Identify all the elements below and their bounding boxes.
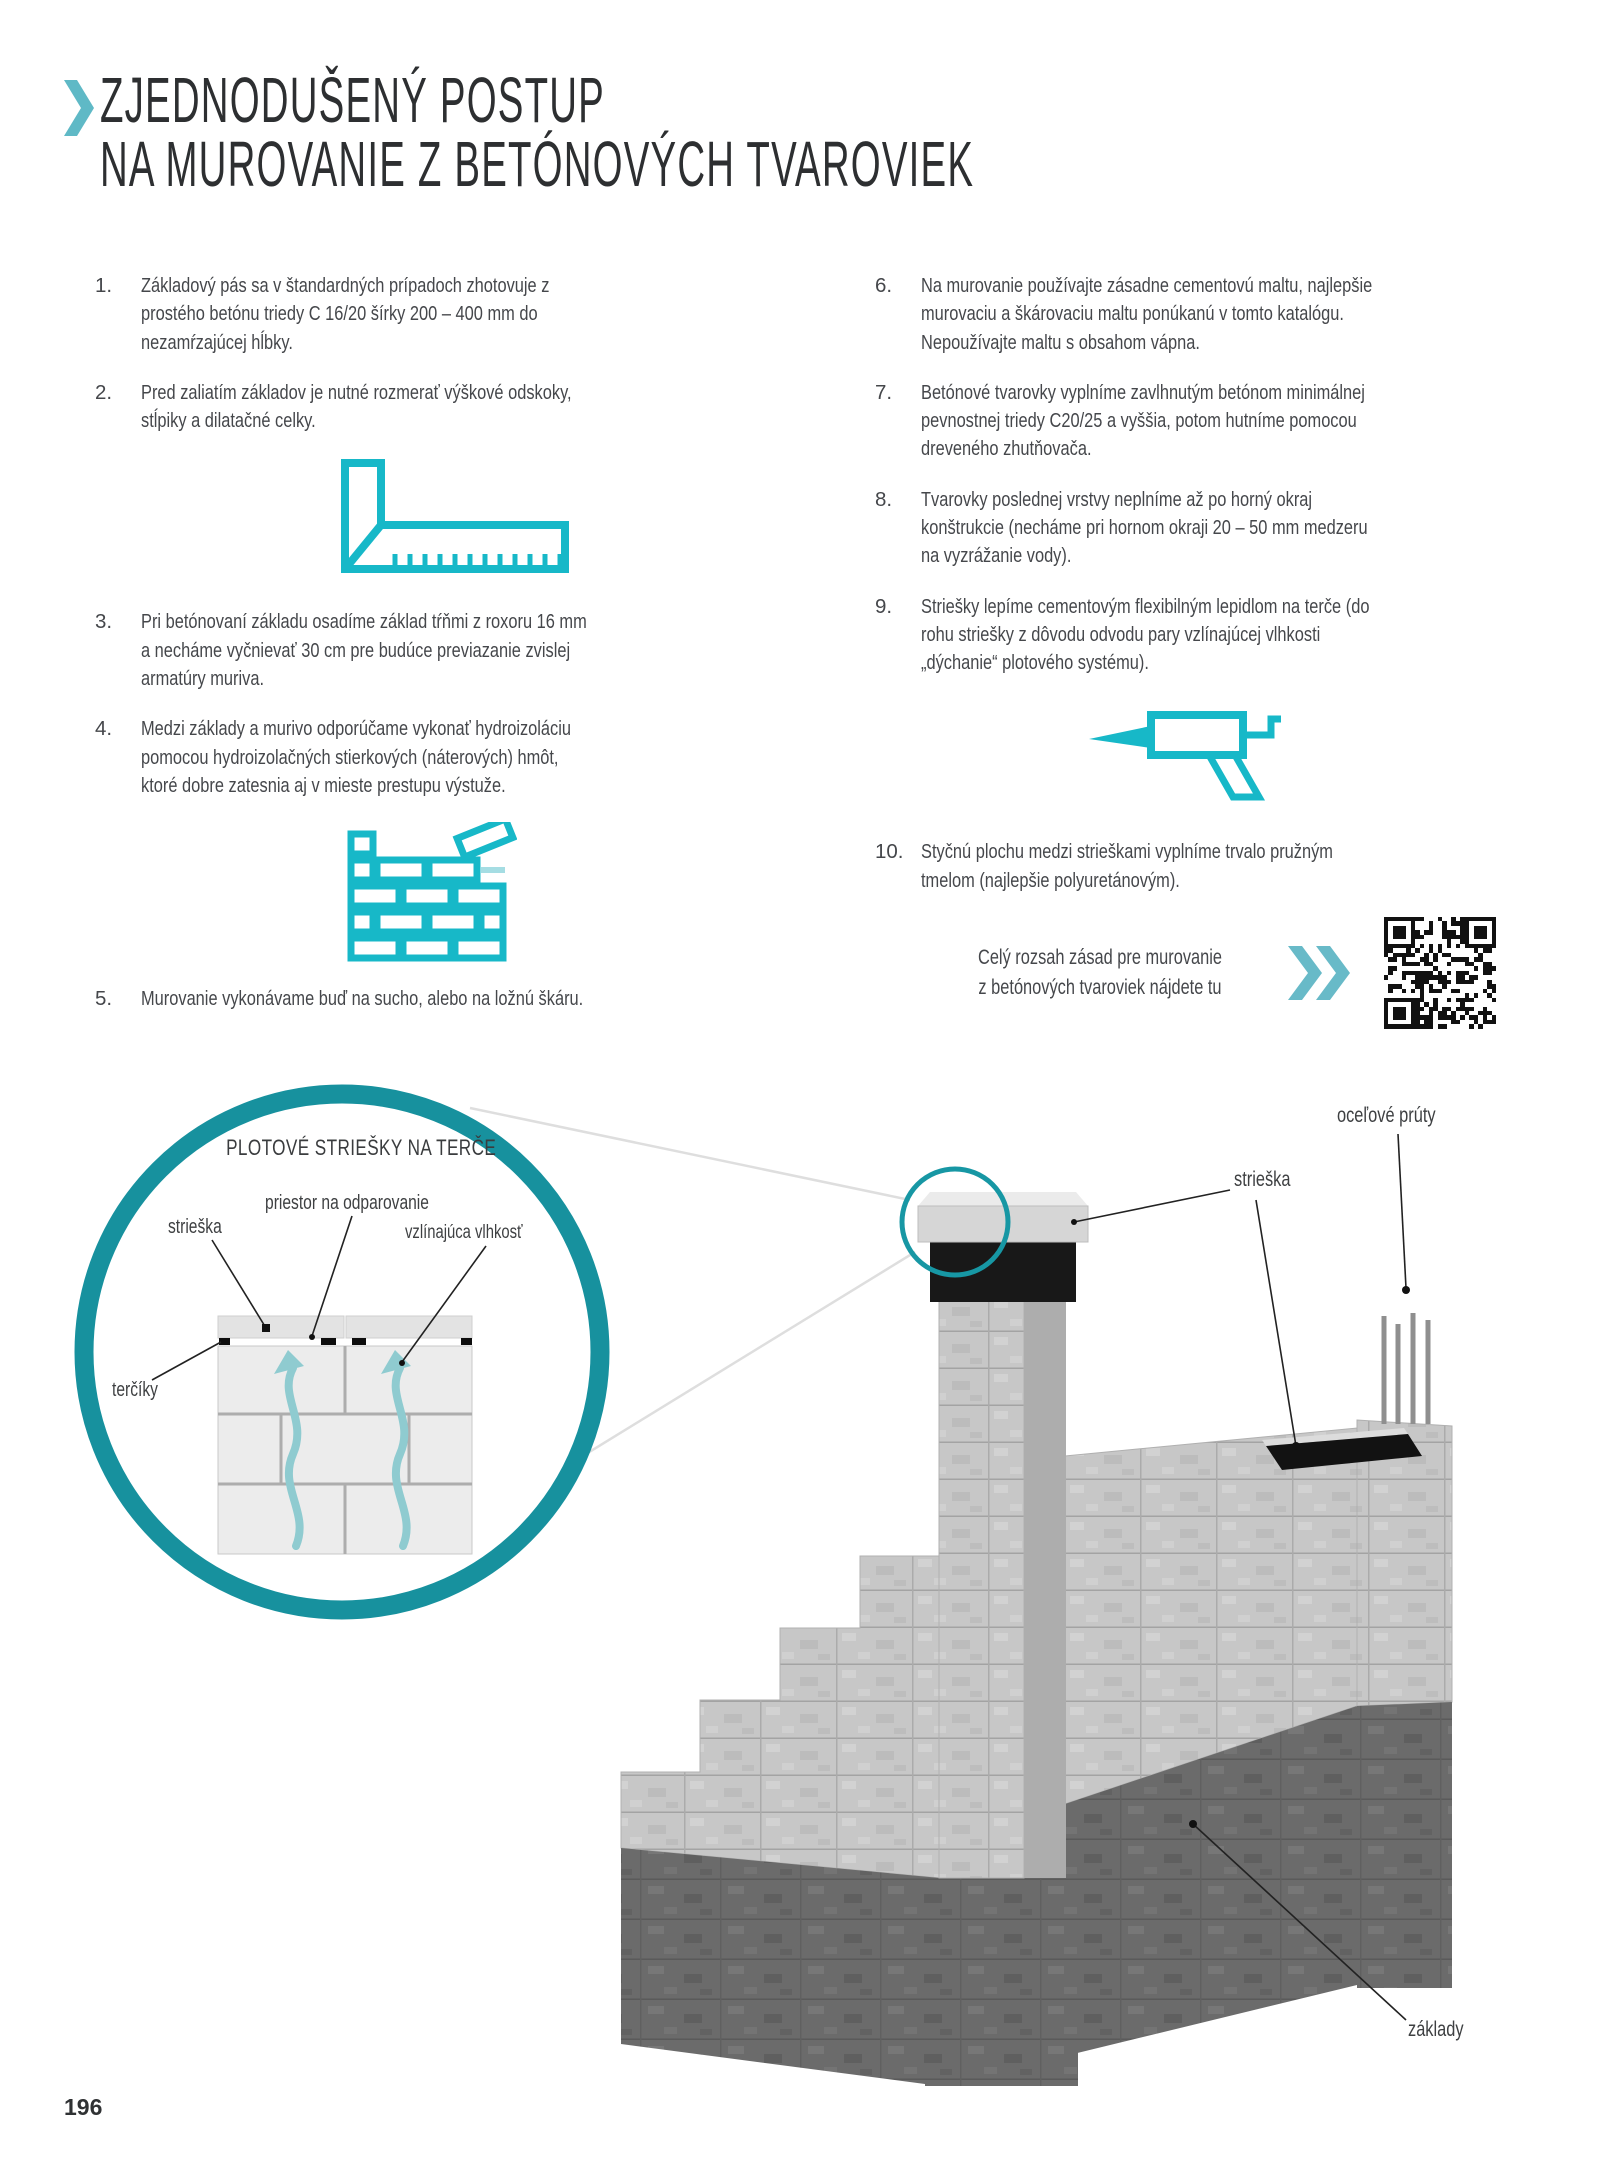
step-number: 8.: [875, 487, 893, 511]
qr-callout: [875, 917, 1515, 1029]
pillar-cap-front: [918, 1206, 1088, 1242]
label-ocelove-pruty: oceľové prúty: [1337, 1104, 1436, 1127]
brick-wall-icon: [347, 822, 607, 969]
steps-column-left: [95, 272, 607, 1035]
fence-illustration: [0, 1060, 1601, 2160]
chevron-right-icon: [64, 80, 94, 136]
qr-caption-line1: Celý rozsah zásad pre murovanie: [977, 945, 1222, 969]
step-item-10: [875, 838, 1387, 895]
step-item-8: [875, 486, 1387, 571]
step-item-7: [875, 379, 1387, 464]
step-item-6: [875, 272, 1387, 357]
leader-end-dot: [399, 1360, 405, 1366]
step-text: Striešky lepíme cementovým flexibilným lepidlom na terče (do rohu striešky z dôvodu odvodu pary vzlínajúcej vlhkosti „dýchanie“ plotového systému).: [921, 594, 1370, 675]
page-title-line2: NA MUROVANIE Z BETÓNOVÝCH TVAROVIEK: [100, 128, 975, 200]
step-item-1: [95, 272, 607, 357]
qr-caption: [967, 943, 1232, 1004]
label-terciky: terčíky: [112, 1379, 158, 1401]
leader-end-square: [262, 1324, 270, 1332]
steel-rods: [1384, 1313, 1428, 1424]
step-number: 1.: [95, 274, 113, 297]
inset-cap-left: [218, 1316, 344, 1338]
leader-end-dot: [309, 1334, 315, 1340]
foundation-left: [621, 1848, 940, 2086]
step-number: 9.: [875, 594, 893, 618]
step-number: 7.: [875, 380, 893, 404]
step-text: Na murovanie používajte zásadne cementovú maltu, najlepšie murovaciu a škárovaciu maltu ponúkanú v tomto katalógu. Nepoužívajte maltu s obsahom vápna.: [921, 274, 1373, 354]
foundation-pillar: [925, 1878, 1078, 2086]
double-chevron-right-icon: [1288, 946, 1354, 1000]
leader-end-dot: [1292, 1442, 1300, 1450]
step-number: 4.: [95, 717, 113, 741]
step-item-5: [95, 985, 607, 1013]
step-text: Tvarovky poslednej vrstvy neplníme až po horný okraj konštrukcie (necháme pri hornom okraji 20 – 50 mm medzeru na vyzrážanie vody).: [921, 487, 1368, 568]
step-text: Murovanie vykonávame buď na sucho, alebo na ložnú škáru.: [141, 987, 584, 1011]
step-item-2: [95, 379, 607, 436]
steps-column-right: [875, 272, 1387, 1029]
label-priestor-na-odparovanie: priestor na odparovanie: [265, 1192, 429, 1214]
inset-title: [192, 1136, 502, 1160]
step-text: Betónové tvarovky vyplníme zavlhnutým betónom minimálnej pevnostnej triedy C20/25 a vyššia, potom hutníme pomocou dreveného zhutňovača.: [921, 380, 1365, 461]
foundation-end-column: [1357, 1702, 1452, 1988]
step-number: 10.: [875, 840, 904, 864]
pillar-side: [1024, 1300, 1066, 1878]
page-title-line1: ZJEDNODUŠENÝ POSTUP: [100, 64, 605, 136]
label-vzlinajuca-vlhkost: vzlínajúca vlhkosť: [405, 1222, 523, 1243]
leader-end-dot: [1071, 1219, 1077, 1225]
qr-caption-line2: z betónových tvaroviek nájdete tu: [978, 975, 1222, 999]
page-title: [100, 64, 975, 200]
step-text: Medzi základy a murivo odporúčame vykonať hydroizoláciu pomocou hydroizolačných stierkových (náterových) hmôt, ktoré dobre zatesnia aj v mieste prestupu výstuže.: [141, 717, 572, 797]
carpenter-square-icon: [337, 457, 607, 582]
step-number: 5.: [95, 987, 113, 1011]
step-number: 2.: [95, 380, 113, 404]
page-number: 196: [64, 2094, 103, 2120]
wall-stepped-section: [621, 1556, 940, 1878]
step-item-9: [875, 593, 1387, 678]
step-number: 6.: [875, 274, 893, 297]
pillar-front: [939, 1300, 1024, 1878]
label-strieska-inset: strieška: [168, 1216, 222, 1238]
step-text: Pri betónovaní základu osadíme základ tŕňmi z roxoru 16 mm a necháme vyčnievať 30 cm pre budúce previazanie zvislej armatúry muriva.: [141, 610, 587, 690]
step-item-3: [95, 608, 607, 693]
inset-circle-diagram: [84, 1094, 600, 1610]
qr-code: [1384, 917, 1496, 1029]
label-strieska-main: strieška: [1234, 1168, 1291, 1191]
step-number: 3.: [95, 610, 113, 634]
step-item-4: [95, 715, 607, 800]
inset-cap-right: [346, 1316, 472, 1338]
step-text: Základový pás sa v štandardných prípadoch zhotovuje z prostého betónu triedy C 16/20 šírky 200 – 400 mm do nezamŕzajúcej hĺbky.: [141, 274, 550, 354]
leader-end-dot: [1189, 1820, 1197, 1828]
caulking-gun-icon: [1087, 699, 1387, 808]
step-text: Styčnú plochu medzi strieškami vyplníme trvalo pružným tmelom (najlepšie polyuretánovým).: [921, 840, 1333, 892]
step-text: Pred zaliatím základov je nutné rozmerať výškové odskoky, stĺpiky a dilatačné celky.: [141, 380, 572, 433]
end-column: [1357, 1420, 1452, 1706]
inset-title-text: PLOTOVÉ STRIEŠKY NA TERČE: [226, 1135, 497, 1160]
leader-end-dot: [1402, 1286, 1410, 1294]
label-zaklady: základy: [1408, 2018, 1464, 2041]
